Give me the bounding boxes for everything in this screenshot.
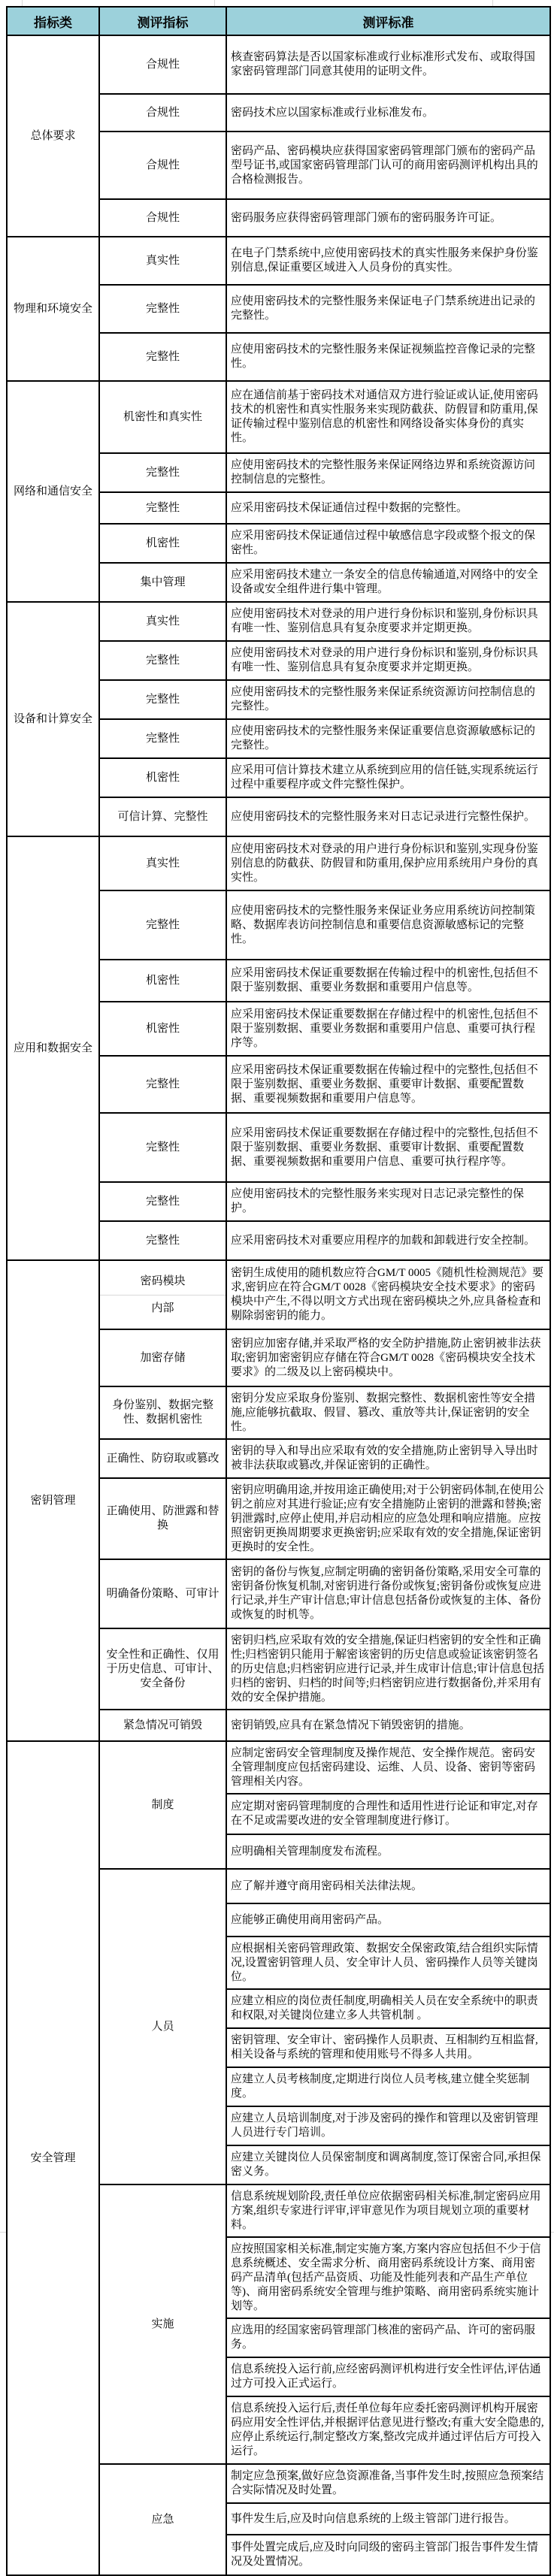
indicator-line: 内部 xyxy=(151,1302,174,1314)
table-row xyxy=(7,381,550,453)
indicator-cell: 可信计算、完整性 xyxy=(99,797,226,836)
standard-cell: 应使用密码技术对登录的用户进行身份标识和鉴别,实现身份鉴别信息的防截获、防假冒和防重用,保护应用系统用户身份的真实性。 xyxy=(226,836,550,890)
standard-cell: 应建立关键岗位人员保密制度和调离制度,签订保密合同,承担保密义务。 xyxy=(226,2145,550,2184)
table-row xyxy=(7,836,550,890)
standard-cell: 密钥应加密存储,并采取严格的安全防护措施,防止密钥被非法获取;密钥加密密钥应存储在符合GM/T 0028《密码模块安全技术要求》的二级及以上密码模块中。 xyxy=(226,1329,550,1386)
group-cell: 网络和通信安全 xyxy=(7,381,99,602)
standard-cell: 事件发生后,应及时向信息系统的上级主管部门进行报告。 xyxy=(226,2503,550,2535)
standard-cell: 应明确相关管理制度发布流程。 xyxy=(226,1834,550,1869)
indicator-cell: 正确使用、防泄露和替换 xyxy=(99,1478,226,1559)
standard-cell: 应在通信前基于密码技术对通信双方进行验证或认证,使用密码技术的机密性和真实性服务来实现防截获、防假冒和防重用,保证传输过程中鉴别信息的机密性和网络设备实体身份的真实性。 xyxy=(226,381,550,453)
standard-cell: 应使用密码技术的完整性服务来保证业务应用系统访问控制策略、数据库表访问控制信息和重要信息资源敏感标记的完整性。 xyxy=(226,890,550,960)
table-row xyxy=(7,1260,550,1329)
indicator-cell: 机密性 xyxy=(99,960,226,1002)
standard-cell: 应选用的经国家密码管理部门核准的密码产品、许可的密码服务。 xyxy=(226,2318,550,2357)
indicator-cell: 机密性 xyxy=(99,1002,226,1056)
standard-cell: 应采用密码技术对重要应用程序的加载和卸载进行安全控制。 xyxy=(226,1221,550,1260)
group-cell: 物理和环境安全 xyxy=(7,237,99,381)
standard-cell: 应采用密码技术保证重要数据在存储过程中的完整性,包括但不限于鉴别数据、重要业务数据、重要审计数据、重要配置数据、重要视频数据和重要用户信息、重要可执行程序等。 xyxy=(226,1113,550,1182)
standard-cell: 密码产品、密码模块应获得国家密码管理部门颁布的密码产品型号证书,或国家密码管理部门认可的商用密码测评机构出具的合格检测报告。 xyxy=(226,132,550,199)
standard-cell: 应采用密码技术建立一条安全的信息传输通道,对网络中的安全设备或安全组件进行集中管理。 xyxy=(226,563,550,602)
standard-cell: 应采用可信计算技术建立从系统到应用的信任链,实现系统运行过程中重要程序或文件完整性保护。 xyxy=(226,758,550,797)
standard-cell: 应采用密码技术保证重要数据在传输过程中的机密性,包括但不限于鉴别数据、重要业务数据和重要用户信息等。 xyxy=(226,960,550,1002)
standard-cell: 应建立人员考核制度,定期进行岗位人员考核,建立健全奖惩制度。 xyxy=(226,2067,550,2106)
standard-cell: 密钥的备份与恢复,应制定明确的密钥备份策略,采用安全可靠的密钥备份恢复机制,对密钥进行备份或恢复;密钥备份或恢复应进行记录,并生产审计信息;审计信息包括备份或恢复的主体、备份或恢复的时机等。 xyxy=(226,1559,550,1628)
col-header-standard: 测评标准 xyxy=(226,7,550,35)
indicator-cell: 完整性 xyxy=(99,1056,226,1113)
indicator-cell: 完整性 xyxy=(99,1182,226,1221)
cell-inner-gridline xyxy=(100,1295,226,1296)
standard-cell: 应使用密码技术对登录的用户进行身份标识和鉴别,身份标识具有唯一性、鉴别信息具有复杂度要求并定期更换。 xyxy=(226,602,550,641)
standard-cell: 应制定密码安全管理制度及操作规范、安全操作规范。密码安全管理制度应包括密码建设、运维、人员、设备、密钥等密码管理相关内容。 xyxy=(226,1741,550,1794)
standard-cell: 应采用密码技术保证重要数据在存储过程中的机密性,包括但不限于鉴别数据、重要业务数据和重要用户信息、重要可执行程序等。 xyxy=(226,1002,550,1056)
standard-cell: 在电子门禁系统中,应使用密码技术的真实性服务来保护身份鉴别信息,保证重要区域进入人员身份的真实性。 xyxy=(226,237,550,285)
standard-cell: 核查密码算法是否以国家标准或行业标准形式发布、或取得国家密码管理部门同意其使用的证明文件。 xyxy=(226,35,550,94)
indicator-cell: 应急 xyxy=(99,2464,226,2575)
indicator-cell: 实施 xyxy=(99,2184,226,2464)
group-cell: 总体要求 xyxy=(7,35,99,237)
indicator-cell: 完整性 xyxy=(99,890,226,960)
indicator-cell: 机密性和真实性 xyxy=(99,381,226,453)
standard-cell: 密码技术应以国家标准或行业标准发布。 xyxy=(226,94,550,132)
indicator-cell: 机密性 xyxy=(99,524,226,563)
standard-cell: 应了解并遵守商用密码相关法律法规。 xyxy=(226,1869,550,1903)
standard-cell: 密钥归档,应采取有效的安全措施,保证归档密钥的安全性和正确性;归档密钥只能用于解密该密钥的历史信息或验证该密钥签名的历史信息;归档密钥应进行记录,并生成审计信息;审计信息包括归档的密钥、归档的时间等;归档密钥应进行数据备份,并采用有效的安全保护措施。 xyxy=(226,1628,550,1710)
standard-cell: 应使用密码技术的完整性服务来保证系统资源访问控制信息的完整性。 xyxy=(226,680,550,719)
standard-cell: 制定应急预案,做好应急资源准备,当事件发生时,按照应急预案结合实际情况及时处置。 xyxy=(226,2464,550,2503)
standard-cell: 应使用密码技术的完整性服务来保证重要信息资源敏感标记的完整性。 xyxy=(226,719,550,758)
header-row xyxy=(7,7,550,35)
indicator-cell: 完整性 xyxy=(99,285,226,333)
standard-cell: 应采用密码技术保证通信过程中数据的完整性。 xyxy=(226,492,550,524)
indicator-cell: 完整性 xyxy=(99,453,226,492)
table-row xyxy=(7,35,550,94)
indicator-line: 密码模块 xyxy=(140,1274,186,1287)
indicator-cell: 合规性 xyxy=(99,132,226,199)
table-row xyxy=(7,237,550,285)
group-cell: 应用和数据安全 xyxy=(7,836,99,1260)
standard-cell: 应使用密码技术的完整性服务来保证网络边界和系统资源访问控制信息的完整性。 xyxy=(226,453,550,492)
indicator-cell: 身份鉴别、数据完整性、数据机密性 xyxy=(99,1386,226,1439)
indicator-cell: 合规性 xyxy=(99,35,226,94)
standard-cell: 密钥生成使用的随机数应符合GM/T 0005《随机性检测规范》要求,密钥应在符合GM/T 0028《密码模块安全技术要求》的密码模块中产生,不得以明文方式出现在密码模块之外,应具备检查和剔除弱密钥的能力。 xyxy=(226,1260,550,1329)
standard-cell: 密码服务应获得密码管理部门颁布的密码服务许可证。 xyxy=(226,199,550,237)
standard-cell: 应使用密码技术的完整性服务来保证电子门禁系统进出记录的完整性。 xyxy=(226,285,550,333)
standard-cell: 密钥的导入和导出应采取有效的安全措施,防止密钥导入导出时被非法获取或篡改,并保证密钥的正确性。 xyxy=(226,1439,550,1478)
indicator-cell: 安全性和正确性、仅用于历史信息、可审计、安全备份 xyxy=(99,1628,226,1710)
col-header-category: 指标类 xyxy=(7,7,99,35)
standard-cell: 密钥销毁,应具有在紧急情况下销毁密钥的措施。 xyxy=(226,1710,550,1741)
indicator-cell: 合规性 xyxy=(99,199,226,237)
standard-cell: 应采用密码技术保证通信过程中敏感信息字段或整个报文的保密性。 xyxy=(226,524,550,563)
indicator-cell: 完整性 xyxy=(99,641,226,680)
standard-cell: 应按照国家相关标准,制定实施方案,方案内容应包括但不少于信息系统概述、安全需求分析、商用密码系统设计方案、商用密码产品清单(包括产品资质、功能及性能列表和产品生产单位等)、商用密码系统安全管理与维护策略、商用密码系统实施计划等。 xyxy=(226,2237,550,2318)
group-cell: 安全管理 xyxy=(7,1741,99,2575)
standard-cell: 密钥应明确用途,并按用途正确使用;对于公钥密码体制,在使用公钥之前应对其进行验证;应有安全措施防止密钥的泄露和替换;密钥泄露时,应停止使用,并启动相应的应急处理和响应措施。应按照密钥更换周期要求更换密钥;应采取有效的安全措施,保证密钥更换时的安全性。 xyxy=(226,1478,550,1559)
group-cell: 设备和计算安全 xyxy=(7,602,99,836)
col-header-indicator: 测评指标 xyxy=(99,7,226,35)
standard-cell: 应使用密码技术的完整性服务来保证视频监控音像记录的完整性。 xyxy=(226,333,550,381)
indicator-cell: 真实性 xyxy=(99,237,226,285)
indicator-cell: 完整性 xyxy=(99,1113,226,1182)
indicator-cell: 集中管理 xyxy=(99,563,226,602)
indicator-cell: 机密性 xyxy=(99,758,226,797)
indicator-cell: 加密存储 xyxy=(99,1329,226,1386)
indicator-cell: 完整性 xyxy=(99,492,226,524)
indicator-cell: 真实性 xyxy=(99,836,226,890)
indicator-cell: 完整性 xyxy=(99,333,226,381)
standard-cell: 密钥管理、安全审计、密码操作人员职责、互相制约互相监督,相关设备与系统的管理和使用账号不得多人共用。 xyxy=(226,2028,550,2067)
indicator-cell: 完整性 xyxy=(99,1221,226,1260)
indicator-cell: 明确备份策略、可审计 xyxy=(99,1559,226,1628)
standard-cell: 应建立人员培训制度,对于涉及密码的操作和管理以及密钥管理人员进行专门培训。 xyxy=(226,2106,550,2145)
standard-cell: 事件处置完成后,应及时向同级的密码主管部门报告事件发生情况及处置情况。 xyxy=(226,2535,550,2575)
group-cell: 密钥管理 xyxy=(7,1260,99,1741)
standard-cell: 密钥分发应采取身份鉴别、数据完整性、数据机密性等安全措施,应能够抗截取、假冒、篡改、重放等共计,保证密钥的安全性。 xyxy=(226,1386,550,1439)
standard-cell: 应建立相应的岗位责任制度,明确相关人员在安全系统中的职责和权限,对关键岗位建立多人共管机制 。 xyxy=(226,1989,550,2028)
standard-cell: 信息系统规划阶段,责任单位应依据密码相关标准,制定密码应用方案,组织专家进行评审,评审意见作为项目规划立项的重要材料。 xyxy=(226,2184,550,2237)
standard-cell: 应使用密码技术的完整性服务来实现对日志记录完整性的保护。 xyxy=(226,1182,550,1221)
indicator-cell: 合规性 xyxy=(99,94,226,132)
indicator-cell xyxy=(99,1260,226,1329)
indicator-cell: 完整性 xyxy=(99,680,226,719)
standard-cell: 应使用密码技术对登录的用户进行身份标识和鉴别,身份标识具有唯一性、鉴别信息具有复杂度要求并定期更换。 xyxy=(226,641,550,680)
indicator-cell: 真实性 xyxy=(99,602,226,641)
standard-cell: 应定期对密码管理制度的合理性和适用性进行论证和审定,对存在不足或需要改进的安全管理制度进行修订。 xyxy=(226,1794,550,1834)
indicator-cell: 完整性 xyxy=(99,719,226,758)
standard-cell: 信息系统投入运行后,责任单位每年应委托密码测评机构开展密码应用安全性评估,并根据评估意见进行整改;有重大安全隐患的,应停止系统运行,制定整改方案,整改完成并通过评估后方可投入运行。 xyxy=(226,2396,550,2464)
indicator-cell: 紧急情况可销毁 xyxy=(99,1710,226,1741)
standard-cell: 应根据相关密码管理政策、数据安全保密政策,结合组织实际情况,设置密钥管理人员、安全审计人员、密码操作人员等关键岗位。 xyxy=(226,1937,550,1989)
standard-cell: 应采用密码技术保证重要数据在传输过程中的完整性,包括但不限于鉴别数据、重要业务数据、重要审计数据、重要配置数据、重要视频数据和重要用户信息等。 xyxy=(226,1056,550,1113)
standard-cell: 应能够正确使用商用密码产品。 xyxy=(226,1903,550,1937)
indicator-cell: 人员 xyxy=(99,1869,226,2184)
table-row xyxy=(7,602,550,641)
table-row xyxy=(7,1741,550,1794)
indicator-cell: 正确性、防窃取或篡改 xyxy=(99,1439,226,1478)
crypto-evaluation-table xyxy=(6,6,551,2576)
indicator-cell: 制度 xyxy=(99,1741,226,1869)
standard-cell: 信息系统投入运行前,应经密码测评机构进行安全性评估,评估通过方可投入正式运行。 xyxy=(226,2357,550,2396)
standard-cell: 应使用密码技术的完整性服务来对日志记录进行完整性保护。 xyxy=(226,797,550,836)
